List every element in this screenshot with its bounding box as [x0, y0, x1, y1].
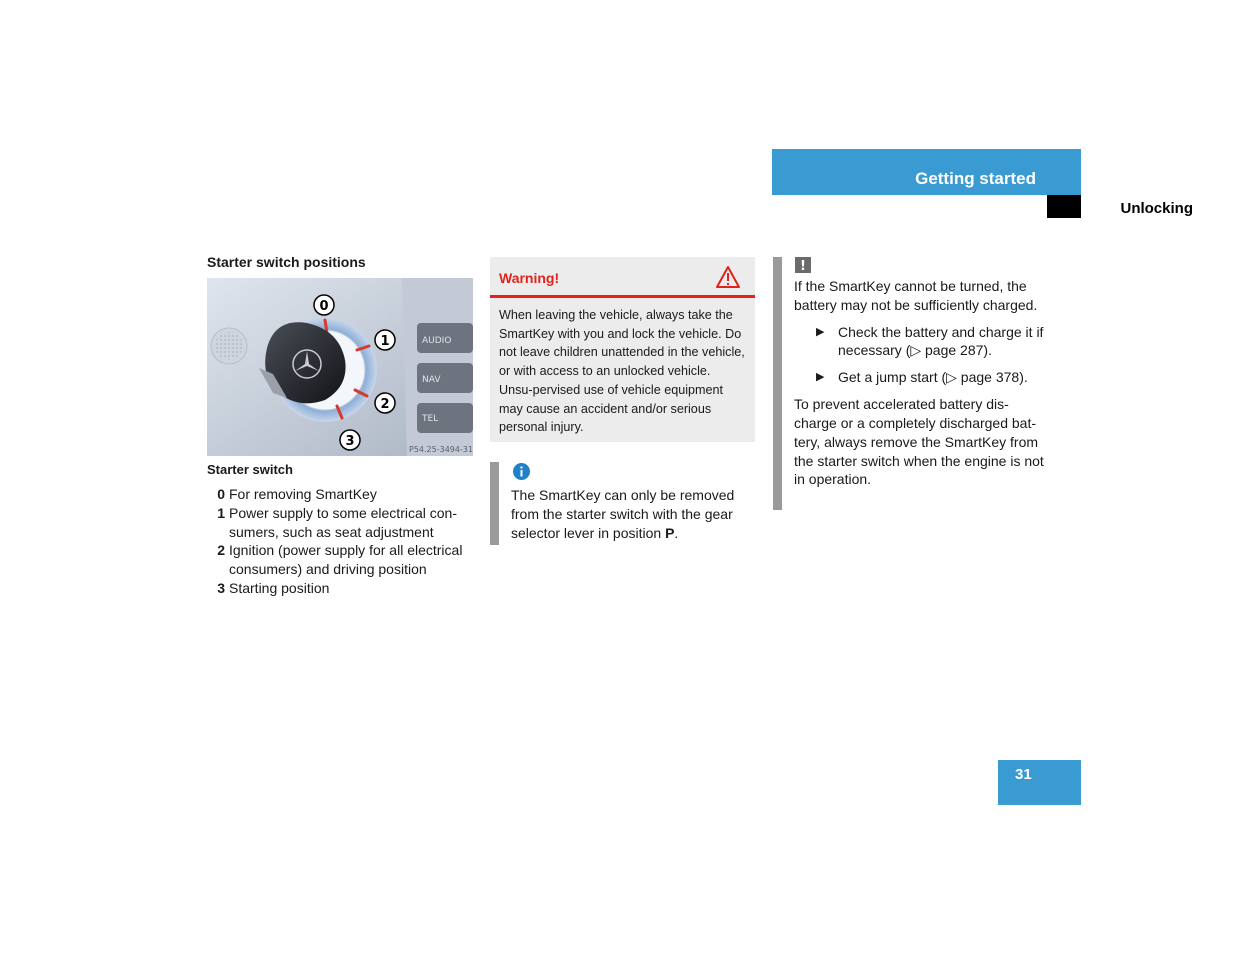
- position-text: Ignition (power supply for all electrical consumers) and driving position: [229, 542, 463, 578]
- note-side-bar: [773, 257, 782, 510]
- warning-box: [490, 257, 755, 442]
- gear-position-value: P: [665, 524, 675, 541]
- step-arrow-icon: ▶: [816, 325, 825, 338]
- position-number: 1: [217, 504, 225, 521]
- exclamation-square-icon: [795, 257, 811, 273]
- warning-text: When leaving the vehicle, always take the SmartKey with you and lock the vehicle. Do not leave children unattended in the vehicle, or with access to an unlocked vehicle. Unsu-pervised use of vehicle equipment may cause an accident and/or serious personal injury.: [499, 308, 745, 435]
- figure-reference-code: P54.25-3494-31: [409, 445, 473, 454]
- starter-switch-column: [207, 254, 473, 598]
- page-number: 31: [1015, 766, 1032, 783]
- list-item: [207, 504, 473, 542]
- position-text: For removing SmartKey: [229, 486, 377, 502]
- position-text: Power supply to some electrical con-sumers, such as seat adjustment: [229, 504, 457, 540]
- figure-caption: Starter switch: [207, 462, 293, 477]
- list-item: [207, 579, 473, 598]
- list-item: [816, 323, 1044, 361]
- warning-header: [490, 257, 755, 298]
- position-text: Starting position: [229, 579, 330, 596]
- list-item: [816, 368, 1044, 387]
- info-side-bar: [490, 462, 499, 545]
- note-outro: To prevent accelerated battery dis-charge or a completely discharged bat-tery, always remove the SmartKey from the starter switch when the engine is not in operation.: [794, 396, 1044, 488]
- chapter-title: Getting started: [915, 169, 1036, 188]
- callout-3: 3: [345, 434, 355, 449]
- starter-switch-figure: [207, 278, 473, 456]
- position-number: 2: [217, 542, 225, 559]
- position-number: 0: [217, 486, 225, 502]
- chapter-header-bar: [772, 149, 1081, 195]
- page-number-box: [998, 760, 1081, 805]
- info-text-main: The SmartKey can only be removed from the starter switch with the gear selector lever in position: [511, 487, 735, 541]
- position-number: 3: [217, 579, 225, 596]
- warning-triangle-icon: [715, 265, 741, 289]
- callout-0: 0: [319, 299, 329, 314]
- info-icon: [513, 463, 530, 480]
- nav-button-label: NAV: [422, 375, 441, 385]
- callout-1: 1: [380, 334, 390, 349]
- note-body: [794, 277, 1044, 489]
- note-icon-glyph: !: [800, 259, 806, 273]
- switch-position-list: [207, 485, 473, 598]
- step-arrow-icon: ▶: [816, 371, 825, 384]
- note-box: [773, 257, 1043, 510]
- tel-button-label: TEL: [422, 414, 439, 424]
- section-tab-marker: [1047, 195, 1081, 218]
- list-item: [207, 485, 473, 504]
- starter-switch-illustration: [207, 278, 473, 456]
- callout-2: 2: [380, 397, 390, 412]
- step-text: Get a jump start (▷ page 378).: [838, 369, 1028, 386]
- info-text-end: .: [674, 524, 679, 541]
- step-text: Check the battery and charge it if necessary (▷ page 287).: [838, 323, 1044, 359]
- info-text: [511, 486, 751, 542]
- warning-title: Warning!: [499, 270, 560, 286]
- starter-switch-heading: Starter switch positions: [207, 254, 366, 270]
- section-title: Unlocking: [1120, 200, 1193, 217]
- note-intro: If the SmartKey cannot be turned, the battery may not be sufficiently charged.: [794, 278, 1038, 313]
- list-item: [207, 541, 473, 579]
- audio-button-label: AUDIO: [422, 336, 452, 346]
